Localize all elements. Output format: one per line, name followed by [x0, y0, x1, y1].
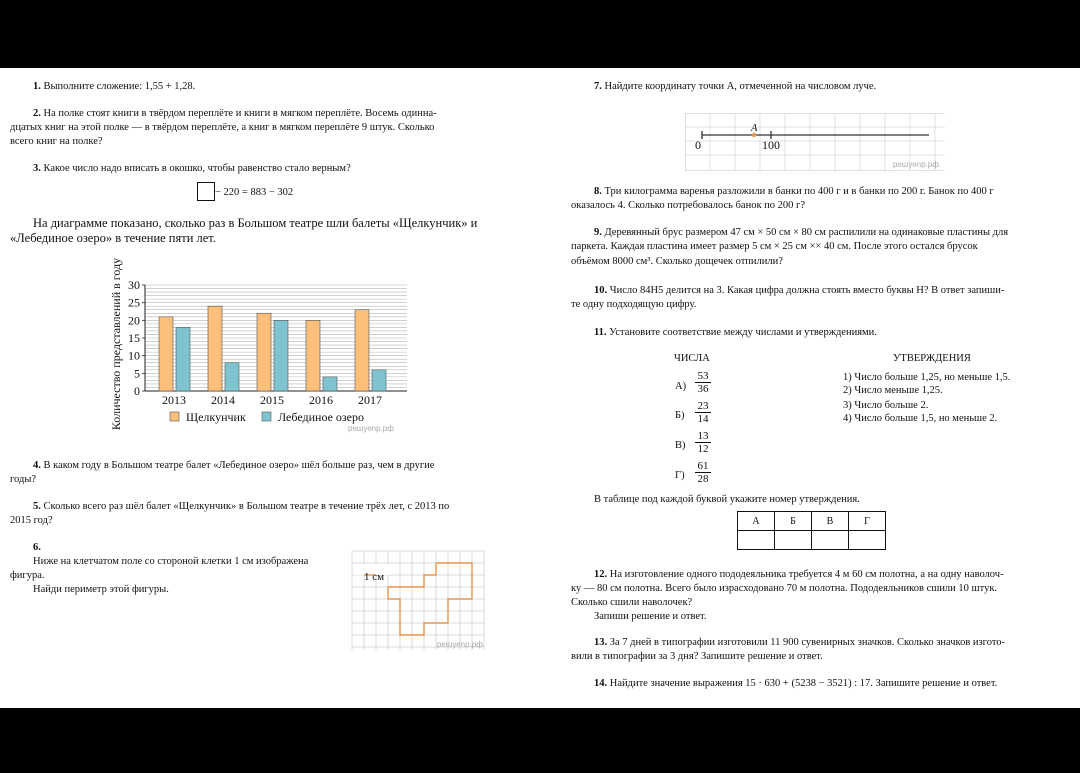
worksheet-page — [0, 68, 1080, 708]
answer-cell-b[interactable] — [775, 531, 812, 550]
question-10-line1: 10. Число 84H5 делится на 3. Какая цифра должна стоять вместо буквы H? В ответ запиши- — [594, 285, 1005, 296]
grid-scale-label: 1 см — [364, 571, 385, 583]
y-tick-label: 30 — [128, 278, 140, 292]
table-header-v: В — [812, 512, 849, 531]
legend-label: Щелкунчик — [186, 410, 246, 424]
legend-swatch — [262, 412, 271, 421]
question-2-line3: всего книг на полке? — [10, 136, 103, 147]
y-tick-label: 5 — [134, 366, 140, 381]
bar-nutcracker-2013 — [159, 317, 173, 391]
fraction-a: $\frac{53}{36}$ — [695, 370, 711, 395]
question-9-line1: 9. Деревянный брус размером 47 см × 50 см × 80 см распилили на одинаковые пластины для — [594, 227, 1009, 238]
y-axis-label: Количество представлений в году — [109, 257, 123, 431]
y-tick-label: 15 — [128, 331, 140, 345]
diagram-intro-line2: «Лебединое озеро» в течение пяти лет. — [10, 231, 216, 245]
question-13-line1: 13. За 7 дней в типографии изготовили 11 900 сувенирных значков. Сколько значков изгото- — [594, 637, 1006, 648]
question-9-line3: объёмом 8000 см³. Сколько дощечек отпилили? — [571, 256, 783, 267]
question-9-line2: паркета. Каждая пластина имеет размер 5 см × 25 см ×× 40 см. После этого остался брусок — [571, 241, 978, 252]
bar-nutcracker-2017 — [355, 310, 369, 391]
x-tick-label: 2016 — [309, 393, 333, 407]
question-6-line2: фигура. — [10, 570, 45, 581]
question-2-line2: дцатых книг на этой полке — в твёрдом переплёте, а книг в мягком переплёте 9 штук. Сколько — [10, 122, 435, 133]
table-header-b: Б — [775, 512, 812, 531]
question-13-line2: вили в типографии за 3 дня? Запишите решение и ответ. — [571, 651, 823, 662]
question-12-line2: ку — 80 см полотна. Всего было израсходовано 70 м полотна. Пододеяльников сшили 10 штук. — [571, 583, 998, 594]
answer-table — [737, 511, 886, 550]
table-header-g: Г — [849, 512, 886, 531]
question-5-line1: 5. Сколько всего раз шёл балет «Щелкунчик» в Большом театре в течение трёх лет, с 2013 по — [33, 501, 450, 512]
answer-cell-v[interactable] — [812, 531, 849, 550]
fraction-v: $\frac{13}{12}$ — [695, 430, 711, 455]
table-instruction: В таблице под каждой буквой укажите номер утверждения. — [594, 494, 860, 505]
question-8-line1: 8. Три килограмма варенья разложили в банки по 400 г и в банки по 200 г. Банок по 400 г — [594, 186, 994, 197]
question-12-line4: Запиши решение и ответ. — [594, 611, 707, 622]
answer-cell-a[interactable] — [738, 531, 775, 550]
question-3: 3. Какое число надо вписать в окошко, чтобы равенство стало верным? — [33, 163, 351, 174]
y-tick-label: 20 — [128, 313, 140, 328]
bar-nutcracker-2015 — [257, 313, 271, 391]
answer-cell-g[interactable] — [849, 531, 886, 550]
statements-header: УТВЕРЖДЕНИЯ — [893, 353, 971, 364]
table-header-a: А — [738, 512, 775, 531]
question-1: 1. Выполните сложение: 1,55 + 1,28. — [33, 81, 196, 92]
point-A-label: A — [751, 123, 758, 134]
letter-g: Г) — [675, 470, 685, 481]
question-7: 7. Найдите координату точки A, отмеченной на числовом луче. — [594, 81, 877, 92]
y-tick-label: 0 — [134, 384, 140, 398]
x-tick-label: 2015 — [260, 393, 284, 407]
grid-watermark: решуеnp.рф — [437, 640, 483, 649]
question-5-line2: 2015 год? — [10, 515, 53, 526]
legend-swatch — [170, 412, 179, 421]
diagram-intro-line1: На диаграмме показано, сколько раз в Большом театре шли балеты «Щелкунчик» и — [33, 216, 478, 230]
fraction-b: $\frac{23}{14}$ — [695, 400, 711, 425]
chart-watermark: решуеnp.рф — [348, 424, 394, 433]
statement-1: 1) Число больше 1,25, но меньше 1,5. — [843, 372, 1011, 383]
question-12-line1: 12. На изготовление одного пододеяльника требуется 4 м 60 см полотна, а на одну наволоч- — [594, 569, 1004, 580]
legend-label: Лебединое озеро — [278, 410, 364, 424]
question-14: 14. Найдите значение выражения 15 · 630 + (5238 − 3521) : 17. Запишите решение и ответ. — [594, 678, 998, 689]
bar-nutcracker-2016 — [306, 320, 320, 391]
bar-nutcracker-2014 — [208, 306, 222, 391]
statement-2: 2) Число меньше 1,25. — [843, 385, 943, 396]
y-tick-label: 25 — [128, 295, 140, 310]
question-4-line1: 4. В каком году в Большом театре балет «Лебединое озеро» шёл больше раз, чем в другие — [33, 460, 435, 471]
grid-figure — [347, 548, 490, 653]
equation: − 220 = 883 − 302 — [215, 187, 294, 198]
letter-v: В) — [675, 440, 686, 451]
question-10-line2: те одну подходящую цифру. — [571, 299, 697, 310]
question-6-line3: Найди периметр этой фигуры. — [33, 584, 169, 595]
bar-swan-lake-2017 — [372, 370, 386, 391]
ray-watermark: решуеnp.рф — [893, 160, 939, 169]
question-6-line1: Ниже на клетчатом поле со стороной клетки 1 см изображена — [33, 556, 309, 567]
bar-swan-lake-2015 — [274, 320, 288, 391]
statement-4: 4) Число больше 1,5, но меньше 2. — [843, 413, 998, 424]
bar-swan-lake-2014 — [225, 363, 239, 391]
x-tick-label: 2014 — [211, 393, 235, 407]
x-tick-label: 2013 — [162, 393, 186, 407]
answer-box[interactable] — [197, 182, 215, 201]
question-4-line2: годы? — [10, 474, 37, 485]
x-tick-label: 2017 — [358, 393, 382, 407]
question-2-line1: 2. На полке стоят книги в твёрдом переплёте и книги в мягком переплёте. Восемь одинна- — [33, 108, 437, 119]
question-11: 11. Установите соответствие между числами и утверждениями. — [594, 327, 877, 338]
statement-3: 3) Число больше 2. — [843, 400, 929, 411]
fraction-g: $\frac{61}{28}$ — [695, 460, 711, 485]
numbers-header: ЧИСЛА — [674, 353, 710, 364]
question-12-line3: Сколько сшили наволочек? — [571, 597, 693, 608]
bar-swan-lake-2013 — [176, 327, 190, 391]
letter-a: А) — [675, 381, 687, 392]
question-8-line2: оказалось 4. Сколько потребовалось банок по 200 г? — [571, 200, 806, 211]
ballet-bar-chart — [100, 250, 430, 450]
ray-zero-label: 0 — [695, 138, 701, 152]
question-6-number: 6. — [33, 542, 41, 553]
y-tick-label: 10 — [128, 348, 140, 363]
letter-b: Б) — [675, 410, 685, 421]
ray-hundred-label: 100 — [762, 138, 780, 152]
bar-swan-lake-2016 — [323, 377, 337, 391]
